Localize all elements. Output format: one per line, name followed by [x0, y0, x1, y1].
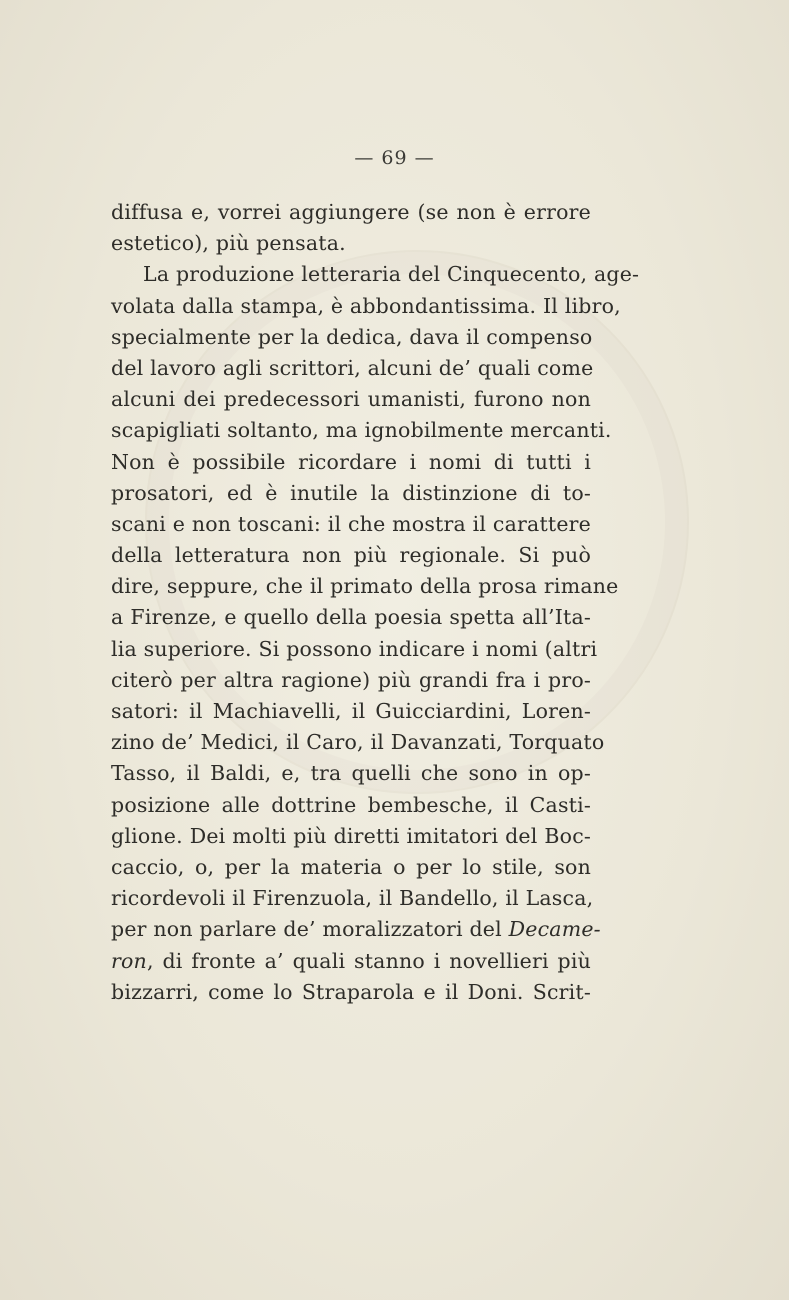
text-line: Tasso, il Baldi, e, tra quelli che sono in op- [111, 761, 591, 786]
text-line: zino de’ Medici, il Caro, il Davanzati, Torquato [111, 730, 605, 755]
text-line: satori: il Machiavelli, il Guicciardini, Loren- [111, 699, 591, 723]
text-line: La produzione letteraria del Cinquecento, age- [143, 262, 640, 287]
italic-word: ron [111, 948, 147, 973]
text-line: alcuni dei predecessori umanisti, furono non [111, 387, 591, 412]
text-line: del lavoro agli scrittori, alcuni de’ quali come [111, 355, 594, 380]
text-line: glione. Dei molti più diretti imitatori del Boc- [111, 823, 591, 848]
text-line: della letteratura non più regionale. Si può [111, 543, 591, 568]
text-line: lia superiore. Si possono indicare i nomi (altri [111, 636, 598, 661]
text-line: per non parlare de’ moralizzatori del Decame- [111, 917, 601, 942]
text-line: Non è possibile ricordare i nomi di tutti i [111, 449, 591, 474]
text-line: ricordevoli il Firenzuola, il Bandello, il Lasca, [111, 886, 594, 911]
text-line: posizione alle dottrine bembesche, il Casti- [111, 792, 591, 817]
text-line: scani e non toscani: il che mostra il carattere [111, 511, 591, 536]
page-number: — 69 — [354, 147, 435, 169]
text-line: diffusa e, vorrei aggiungere (se non è errore [111, 200, 591, 224]
text-line: citerò per altra ragione) più grandi fra i pro- [111, 667, 591, 692]
text-line: prosatori, ed è inutile la distinzione di to- [111, 480, 591, 505]
text-line: specialmente per la dedica, dava il compenso [111, 324, 593, 349]
text-line: dire, seppure, che il primato della prosa rimane [111, 574, 619, 599]
body-text [111, 197, 640, 1008]
text-line: ron, di fronte a’ quali stanno i novellieri più [111, 948, 591, 973]
text-line: estetico), più pensata. [111, 231, 346, 256]
text-line: caccio, o, per la materia o per lo stile, son [111, 854, 591, 879]
text-line: volata dalla stampa, è abbondantissima. Il libro, [111, 293, 621, 318]
text-line: a Firenze, e quello della poesia spetta all’Ita- [111, 605, 591, 630]
italic-word: Decame- [508, 917, 601, 942]
text-line: scapigliati soltanto, ma ignobilmente mercanti. [111, 418, 612, 443]
text-line: bizzarri, come lo Straparola e il Doni. Scrit- [111, 979, 591, 1004]
